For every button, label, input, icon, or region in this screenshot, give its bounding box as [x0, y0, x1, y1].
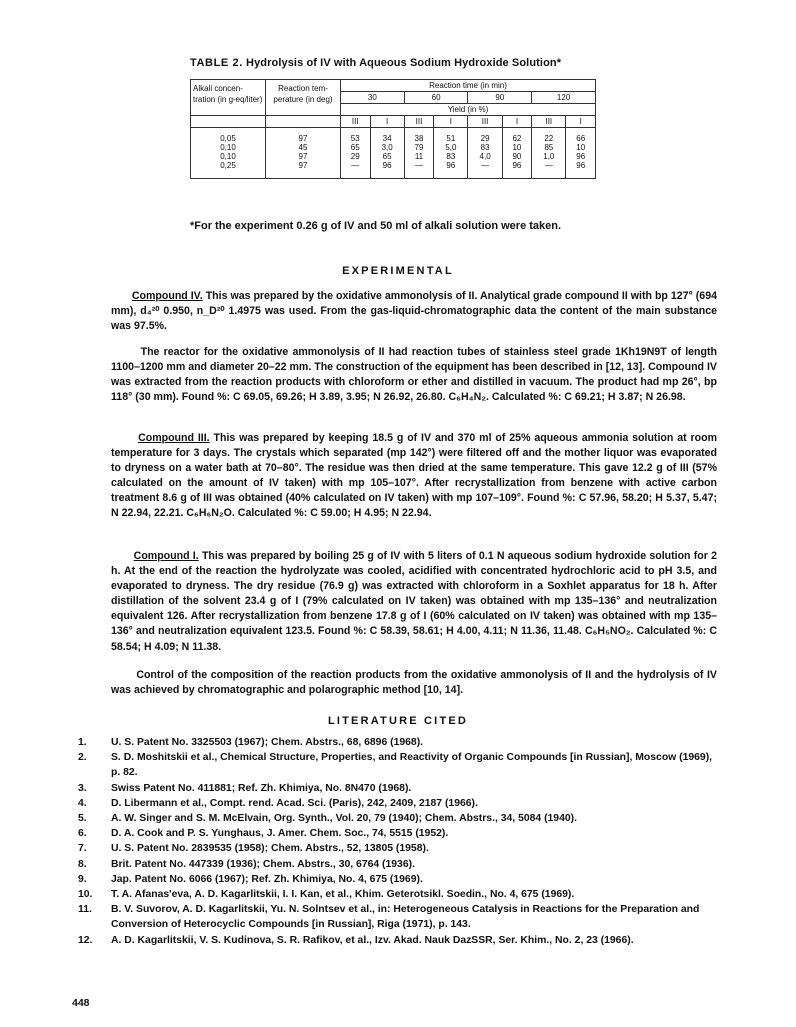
yield-value: —: [481, 161, 490, 170]
yield-value: 62: [512, 134, 522, 143]
yield-value: —: [351, 161, 360, 170]
compound-header: III: [341, 116, 371, 128]
yield-value: 3,0: [381, 143, 393, 152]
table-label: TABLE 2.: [190, 57, 243, 69]
reference-item: 6. D. A. Cook and P. S. Yunghaus, J. Amer. Chem. Soc., 74, 5515 (1952).: [78, 828, 449, 840]
yield-value: 10: [576, 143, 586, 152]
yield-column: [468, 128, 502, 179]
compound-header: I: [566, 116, 596, 128]
yield-value: 34: [382, 134, 392, 143]
temp-value: 97: [298, 152, 308, 161]
reactor-text: The reactor for the oxidative ammonolysis of II had reaction tubes of stainless steel grade 1Kh19N9T of length 1100–1200 mm and diameter 20–22 mm. The construction of the equipment has been described in [12, 13]. Compound IV was extracted from the reaction products with chloroform or ether and distilled in vacuum. The product had mp 26°, bp 118° (30 mm). Found %: C 69.05, 69.26; H 3.89, 3.95; N 26.92, 26.80. C₆H₄N₂. Calculated %: C 69.21; H 3.87; N 26.98.: [111, 346, 717, 404]
temperature-column: [266, 128, 341, 179]
yield-header: Yield (in %): [341, 104, 596, 116]
yield-value: 10: [512, 143, 522, 152]
yield-value: 96: [382, 161, 392, 170]
yield-value: 29: [350, 152, 360, 161]
table-footnote: *For the experiment 0.26 g of IV and 50 ml of alkali solution were taken.: [190, 220, 562, 232]
alkali-value: 0,05: [220, 134, 236, 143]
yield-value: 90: [512, 152, 522, 161]
compound-i-lead: Compound I.: [133, 550, 199, 562]
compound-iii-text: This was prepared by keeping 18.5 g of IV and 370 ml of 25% aqueous ammonia solution at room temperature for 3 days. The crystals which separated (mp 142°) were filtered off and the mother liquor was evaporated to dryness on a water bath at 70–80°. The residue was then dried at the same temperature. This gave 12.2 g of III (57% calculated on the amount of IV taken) with mp 105–107°. After recrystallization from benzene with active carbon treatment 8.6 g of III was obtained (40% calculated on IV taken) with mp 107–109°. Found %: C 57.96, 58.20; H 5.37, 5.47; N 22.94, 22.21. C₆H₆N₂O. Calculated %: C 59.00; H 4.95; N 22.94.: [111, 432, 717, 520]
alkali-value: 0,25: [220, 161, 236, 170]
yield-column: [404, 128, 434, 179]
time-header-30: 30: [341, 92, 405, 104]
yield-column: [341, 128, 371, 179]
yield-value: 65: [382, 152, 392, 161]
reaction-time-header: Reaction time (in min): [341, 80, 596, 92]
compound-header: I: [370, 116, 404, 128]
alkali-header: Alkali concen-tration (in g-eq/liter): [191, 80, 266, 116]
yield-value: 38: [414, 134, 424, 143]
reference-item: 10. T. A. Afanas'eva, A. D. Kagarlitskii, I. I. Kan, et al., Khim. Geterotsikl. Soedin., No. 4, 675 (1969).: [78, 889, 575, 901]
reference-item: 1. U. S. Patent No. 3325503 (1967); Chem. Abstrs., 68, 6896 (1968).: [78, 737, 424, 748]
yield-value: 83: [446, 152, 456, 161]
table-data-row: [191, 128, 596, 179]
alkali-column: [191, 128, 266, 179]
yield-value: 51: [446, 134, 456, 143]
compound-header: III: [468, 116, 502, 128]
yield-column: [370, 128, 404, 179]
yield-value: 1,0: [543, 152, 555, 161]
paragraph-compound-iv: [111, 289, 717, 334]
experimental-heading: EXPERIMENTAL: [342, 265, 454, 277]
compound-header: III: [404, 116, 434, 128]
table-title: [190, 57, 640, 69]
reference-item: 4. D. Libermann et al., Compt. rend. Acad. Sci. (Paris), 242, 2409, 2187 (1966).: [78, 797, 478, 809]
yield-value: 96: [512, 161, 522, 170]
temp-value: 97: [298, 161, 308, 170]
yield-column: [532, 128, 566, 179]
paragraph-control: [111, 668, 717, 698]
stub-blank: [191, 116, 266, 128]
time-header-90: 90: [468, 92, 532, 104]
yield-value: 65: [350, 143, 360, 152]
reference-item: 12. A. D. Kagarlitskii, V. S. Kudinova, S. R. Rafikov, et al., Izv. Akad. Nauk DazSSR, Ser. Khim., No. 2, 23 (1966).: [78, 934, 634, 946]
yield-column: [434, 128, 468, 179]
yield-value: 11: [414, 152, 424, 161]
yield-value: —: [544, 161, 553, 170]
yield-value: 96: [446, 161, 456, 170]
control-text: Control of the composition of the reaction products from the oxidative ammonolysis of II and the hydrolysis of IV was achieved by chromatographic and polarographic method [10, 14].: [111, 669, 717, 697]
reference-item: 2. S. D. Moshitskii et al., Chemical Structure, Properties, and Reactivity of Organic Compounds [in Russian], Moscow (1969), p. 82.: [78, 752, 713, 779]
temp-value: 97: [298, 134, 308, 143]
compound-header: I: [434, 116, 468, 128]
yield-value: 4,0: [479, 152, 491, 161]
table-caption: Hydrolysis of IV with Aqueous Sodium Hydroxide Solution*: [246, 57, 562, 69]
yield-value: 66: [576, 134, 586, 143]
page-number: 448: [72, 997, 90, 1009]
yield-column: [502, 128, 532, 179]
yield-value: 29: [480, 134, 490, 143]
reference-item: 3. Swiss Patent No. 411881; Ref. Zh. Khimiya, No. 8N470 (1968).: [78, 782, 412, 794]
literature-heading: LITERATURE CITED: [327, 715, 469, 727]
reference-item: 8. Brit. Patent No. 447339 (1936); Chem. Abstrs., 30, 6764 (1936).: [78, 858, 415, 870]
time-header-60: 60: [404, 92, 468, 104]
compound-iv-lead: Compound IV.: [131, 290, 203, 302]
temp-value: 45: [298, 143, 308, 152]
yield-value: 96: [576, 152, 586, 161]
reference-item: 9. Jap. Patent No. 6066 (1967); Ref. Zh. Khimiya, No. 4, 675 (1969).: [78, 873, 423, 885]
temperature-header: Reaction tem-perature (in deg): [266, 80, 341, 116]
yield-value: —: [414, 161, 423, 170]
yield-column: [566, 128, 596, 179]
yield-value: 22: [544, 134, 554, 143]
yield-value: 83: [480, 143, 490, 152]
yield-value: 96: [576, 161, 586, 170]
compound-iii-lead: Compound III.: [138, 432, 210, 444]
yield-value: 5,0: [445, 143, 457, 152]
hydrolysis-table: [190, 79, 596, 179]
compound-iv-text: This was prepared by the oxidative ammonolysis of II. Analytical grade compound II with bp 127° (694 mm), d₄²⁰ 0.950, n_D²⁰ 1.4975 was used. From the gas-liquid-chromatographic data the content of the main substance was 97.5%.: [111, 290, 717, 333]
compound-i-text: This was prepared by boiling 25 g of IV with 5 liters of 0.1 N aqueous sodium hydroxide solution for 2 h. At the end of the reaction the hydrolyzate was cooled, acidified with concentrated hydrochloric acid to pH 3.5, and evaporated to dryness. The dry residue (76.9 g) was extracted with chloroform in a Soxhlet apparatus for 18 h. After distillation of the solvent 23.4 g of I (79% calculated on IV taken) was obtained with mp 135–136° and neutralization equivalent 126. After recrystallization from benzene 17.8 g of I (60% calculated on IV taken) was obtained with mp 135–136° and neutralization equivalent 123.5. Found %: C 58.39, 58.61; H 4.00, 4.11; N 11.36, 11.48. C₆H₅NO₂. Calculated %: C 58.54; H 4.09; N 11.38.: [111, 550, 718, 653]
reference-item: 7. U. S. Patent No. 2839535 (1958); Chem. Abstrs., 52, 13805 (1958).: [78, 843, 429, 855]
temp-blank: [266, 116, 341, 128]
reference-item: 5. A. W. Singer and S. M. McElvain, Org. Synth., Vol. 20, 79 (1940); Chem. Abstrs., 34, 5084 (1940).: [78, 813, 577, 825]
yield-value: 85: [544, 143, 554, 152]
compound-header: III: [532, 116, 566, 128]
paragraph-compound-iii: [111, 431, 717, 522]
paragraph-reactor: [111, 345, 717, 405]
yield-value: 53: [350, 134, 360, 143]
paragraph-compound-i: [111, 549, 717, 655]
yield-value: 79: [414, 143, 424, 152]
time-header-120: 120: [532, 92, 596, 104]
alkali-value: 0,10: [220, 152, 236, 161]
alkali-value: 0,10: [220, 143, 236, 152]
compound-header: I: [502, 116, 532, 128]
reference-item: 11. B. V. Suvorov, A. D. Kagarlitskii, Yu. N. Solntsev et al., in: Heterogeneous Catalysis in Reactions for the Preparation and Conversion of Heterocyclic Compounds [in Russian], Riga (1971), p. 143.: [78, 904, 700, 931]
reference-list: [72, 735, 722, 948]
